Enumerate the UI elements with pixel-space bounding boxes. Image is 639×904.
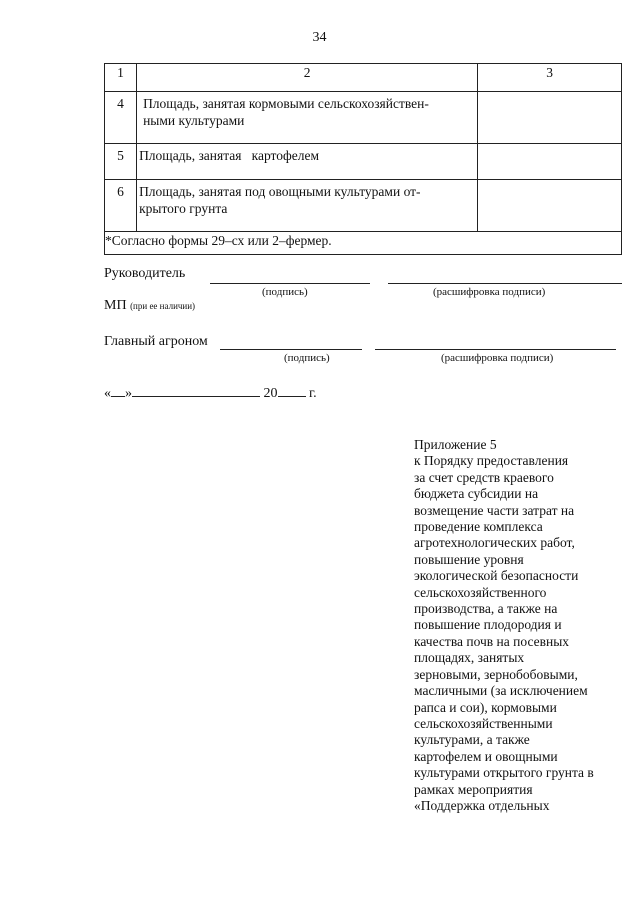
row-value <box>478 144 622 180</box>
head-label: Руководитель <box>104 266 186 281</box>
mp-label: МП <box>104 298 127 313</box>
month-blank <box>132 384 260 397</box>
page-number: 34 <box>312 30 327 45</box>
row-label <box>137 92 478 144</box>
agronomist-decoding-line <box>375 349 616 350</box>
column-header: 2 <box>137 64 478 92</box>
row-number: 6 <box>105 180 137 232</box>
appendix-line: зерновыми, зернобобовыми, <box>414 666 578 682</box>
table-row <box>105 180 622 232</box>
appendix-line: повышение плодородия и <box>414 617 562 633</box>
date-close-quote: » <box>125 386 132 401</box>
footnote-row <box>105 232 622 255</box>
appendix-line: картофелем и овощными <box>414 748 558 764</box>
mp-note: (при ее наличии) <box>130 301 196 311</box>
year-suffix: г. <box>309 386 317 401</box>
row-label-line: Площадь, занятая кормовыми сельскохозяйствен- <box>143 96 429 111</box>
table-header-row <box>105 64 622 92</box>
appendix-line: за счет средств краевого <box>414 469 554 485</box>
date-line <box>104 384 317 402</box>
row-number: 5 <box>105 144 137 180</box>
agronomist-decoding-caption: (расшифровка подписи) <box>441 352 554 364</box>
indicators-table <box>104 63 622 255</box>
appendix-line: возмещение части затрат на <box>414 502 575 518</box>
agronomist-signature-line <box>220 349 362 350</box>
appendix-line: Приложение 5 <box>414 437 497 452</box>
table-row <box>105 92 622 144</box>
table-footnote: *Согласно формы 29–сх или 2–фермер. <box>105 232 622 255</box>
column-header: 3 <box>478 64 622 92</box>
row-number: 4 <box>105 92 137 144</box>
stamp-place <box>104 298 195 314</box>
row-label-line: Площадь, занятая картофелем <box>139 148 320 163</box>
appendix-line: повышение уровня <box>414 551 524 567</box>
year-blank <box>278 384 306 397</box>
row-value <box>478 180 622 232</box>
appendix-line: рамках мероприятия <box>414 781 533 797</box>
date-open-quote: « <box>104 386 111 401</box>
row-label-line: крытого грунта <box>139 201 228 216</box>
appendix-line: бюджета субсидии на <box>414 486 539 502</box>
appendix-line: качества почв на посевных <box>414 633 570 649</box>
appendix-line: экологической безопасности <box>414 568 579 584</box>
appendix-line: культурами, а также <box>414 732 530 748</box>
appendix-line: производства, а также на <box>414 601 558 617</box>
head-signature-caption: (подпись) <box>262 286 308 298</box>
appendix-line: сельскохозяйственного <box>414 584 547 600</box>
appendix-line: «Поддержка отдельных <box>414 797 550 813</box>
head-decoding-caption: (расшифровка подписи) <box>433 286 546 298</box>
appendix-heading <box>414 437 614 814</box>
appendix-line: сельскохозяйственными <box>414 715 553 731</box>
head-signature-line <box>210 283 370 284</box>
appendix-line: рапса и сои), кормовыми <box>414 699 557 715</box>
day-blank <box>111 384 125 397</box>
row-label <box>137 144 478 180</box>
appendix-line: проведение комплекса <box>414 519 543 535</box>
appendix-line: площадях, занятых <box>414 650 525 666</box>
head-decoding-line <box>388 283 622 284</box>
appendix-line: культурами открытого грунта в <box>414 765 594 781</box>
row-label-line: ными культурами <box>143 113 245 128</box>
agronomist-signature-caption: (подпись) <box>284 352 330 364</box>
year-prefix: 20 <box>263 386 278 401</box>
appendix-line: агротехнологических работ, <box>414 535 575 551</box>
table-row <box>105 144 622 180</box>
row-label-line: Площадь, занятая под овощными культурами от- <box>139 184 421 199</box>
row-label <box>137 180 478 232</box>
column-header: 1 <box>105 64 137 92</box>
appendix-line: к Порядку предоставления <box>414 453 569 469</box>
row-value <box>478 92 622 144</box>
appendix-line: масличными (за исключением <box>414 683 588 699</box>
agronomist-label: Главный агроном <box>104 334 208 349</box>
